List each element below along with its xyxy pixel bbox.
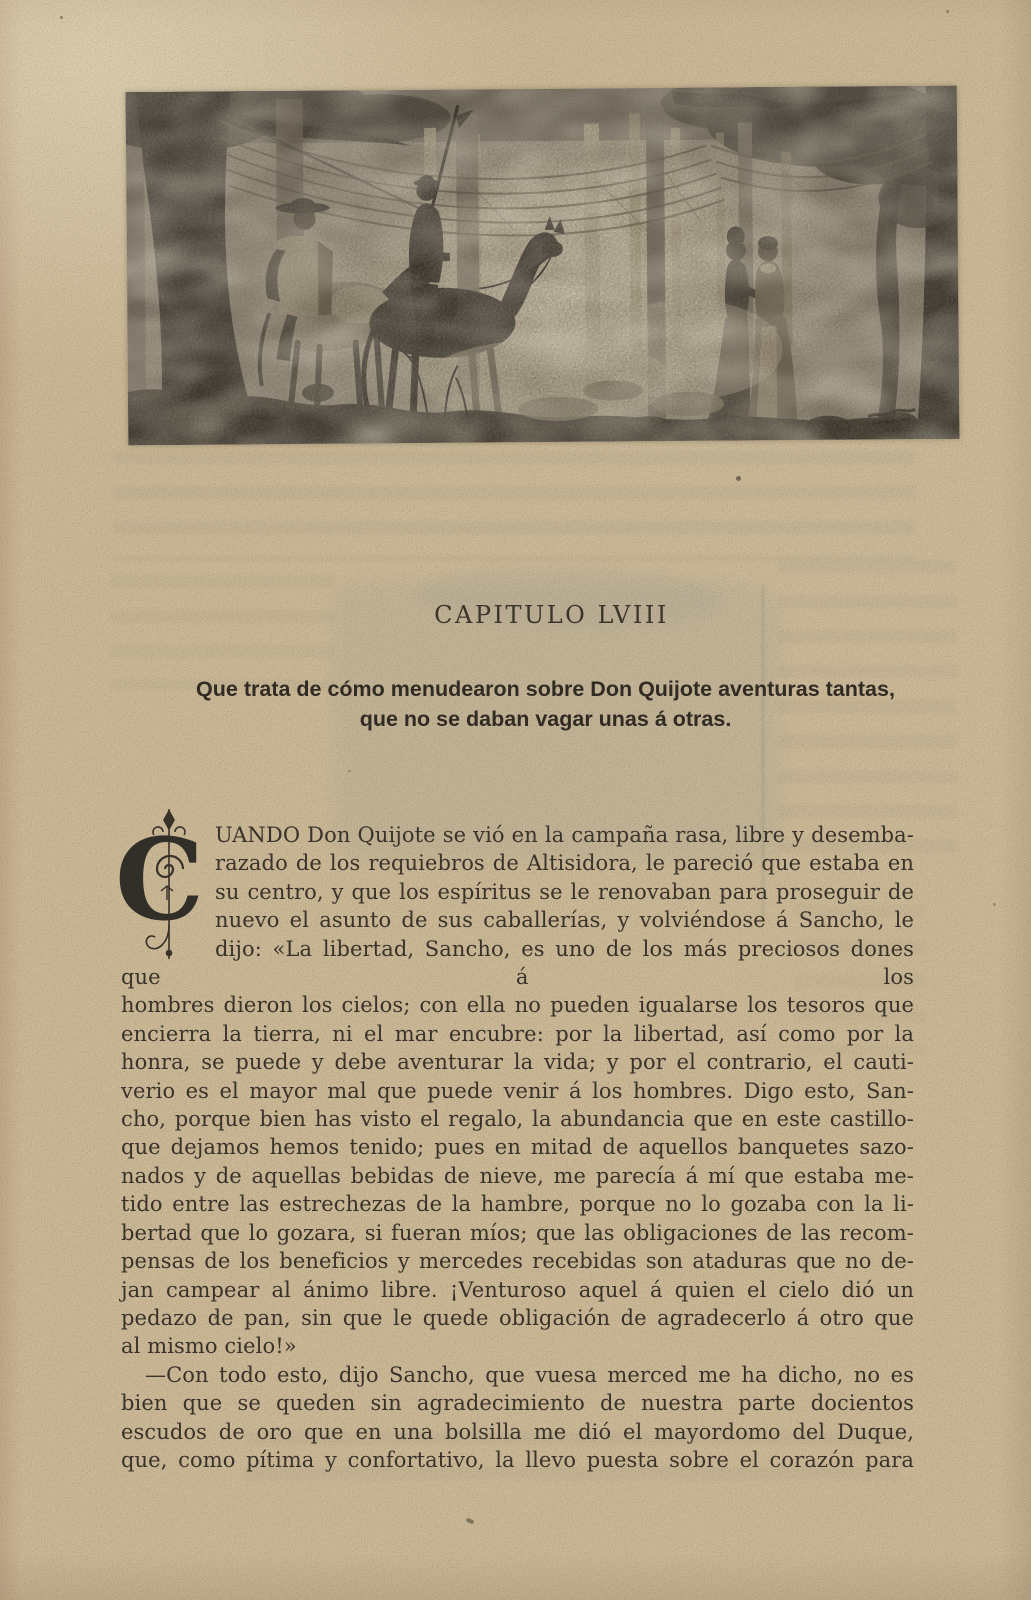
text-line: su centro, y que los espíritus se le renovaban para proseguir de [215,879,914,904]
ink-speck [60,16,63,19]
text-line: UANDO Don Quijote se vió en la campaña rasa, libre y desemba- [215,823,914,847]
ink-speck [946,10,949,13]
text-line: honra, se puede y debe aventurar la vida; y por el contrario, el cauti- [121,1050,914,1075]
paragraph-1 [115,815,914,1361]
chapter-subtitle-line2: que no se daban vagar unas á otras. [359,707,732,731]
text-line: bertad que lo gozara, si fueran míos; que las obligaciones de las recom- [121,1220,914,1245]
chapter-subtitle [30,674,1031,734]
text-line: pensas de los beneficios y mercedes recebidas son ataduras que no de- [121,1249,914,1274]
text-line: nados y de aquellas bebidas de nieve, me parecía á mí que estaba me- [121,1163,914,1188]
text-line: verio es el mayor mal que puede venir á los hombres. Digo esto, San- [121,1078,914,1103]
text-line: bien que se queden sin agradecimiento de nuestra parte docientos [121,1391,914,1416]
ink-speck [466,1517,475,1524]
ink-speck [348,770,351,772]
bleed-through-text [110,575,335,690]
chapter-heading: CAPITULO LVIII [434,601,669,629]
text-line: al mismo cielo!» [121,1334,297,1359]
text-line: tido entre las estrechezas de la hambre, porque no lo gozaba con la li- [121,1192,914,1217]
text-line: hombres dieron los cielos; con ella no pueden igualarse los tesoros que [121,993,914,1018]
ink-speck [736,476,741,481]
text-line: escudos de oro que en una bolsilla me dió el mayordomo del Duque, [121,1419,914,1444]
drop-cap-letter: C [115,815,205,946]
text-line: —Con todo esto, dijo Sancho, que vuesa merced me ha dicho, no es [145,1362,914,1387]
body-text [115,815,914,1474]
text-line: que dejamos hemos tenido; pues en mitad de aquellos banquetes sazo- [121,1135,914,1160]
text-line: encierra la tierra, ni el mar encubre: por la libertad, así como por la [121,1021,914,1046]
text-line: dijo: «La libertad, Sancho, es uno de los más preciosos dones que á los [121,936,914,990]
paragraph-2 [121,1361,914,1475]
text-line: pedazo de pan, sin que le quede obligación de agradecerlo á otro que [121,1305,914,1330]
text-line: jan campear al ánimo libre. ¡Venturoso aquel á quien el cielo dió un [121,1277,914,1302]
text-line: razado de los requiebros de Altisidora, le pareció que estaba en [215,851,914,876]
chapter-subtitle-line1: Que trata de cómo menudearon sobre Don Quijote aventuras tantas, [196,677,895,701]
text-line: nuevo el asunto de sus caballerías, y volviéndose á Sancho, le [215,908,914,933]
drop-cap [115,815,207,946]
text-line: cho, porque bien has visto el regalo, la abundancia que en este castillo- [121,1107,914,1132]
chapter-illustration [126,86,960,446]
ink-speck [993,903,996,906]
text-line: que, como pítima y confortativo, la llevo puesta sobre el corazón para [121,1447,914,1472]
bleed-through-text [113,451,915,561]
